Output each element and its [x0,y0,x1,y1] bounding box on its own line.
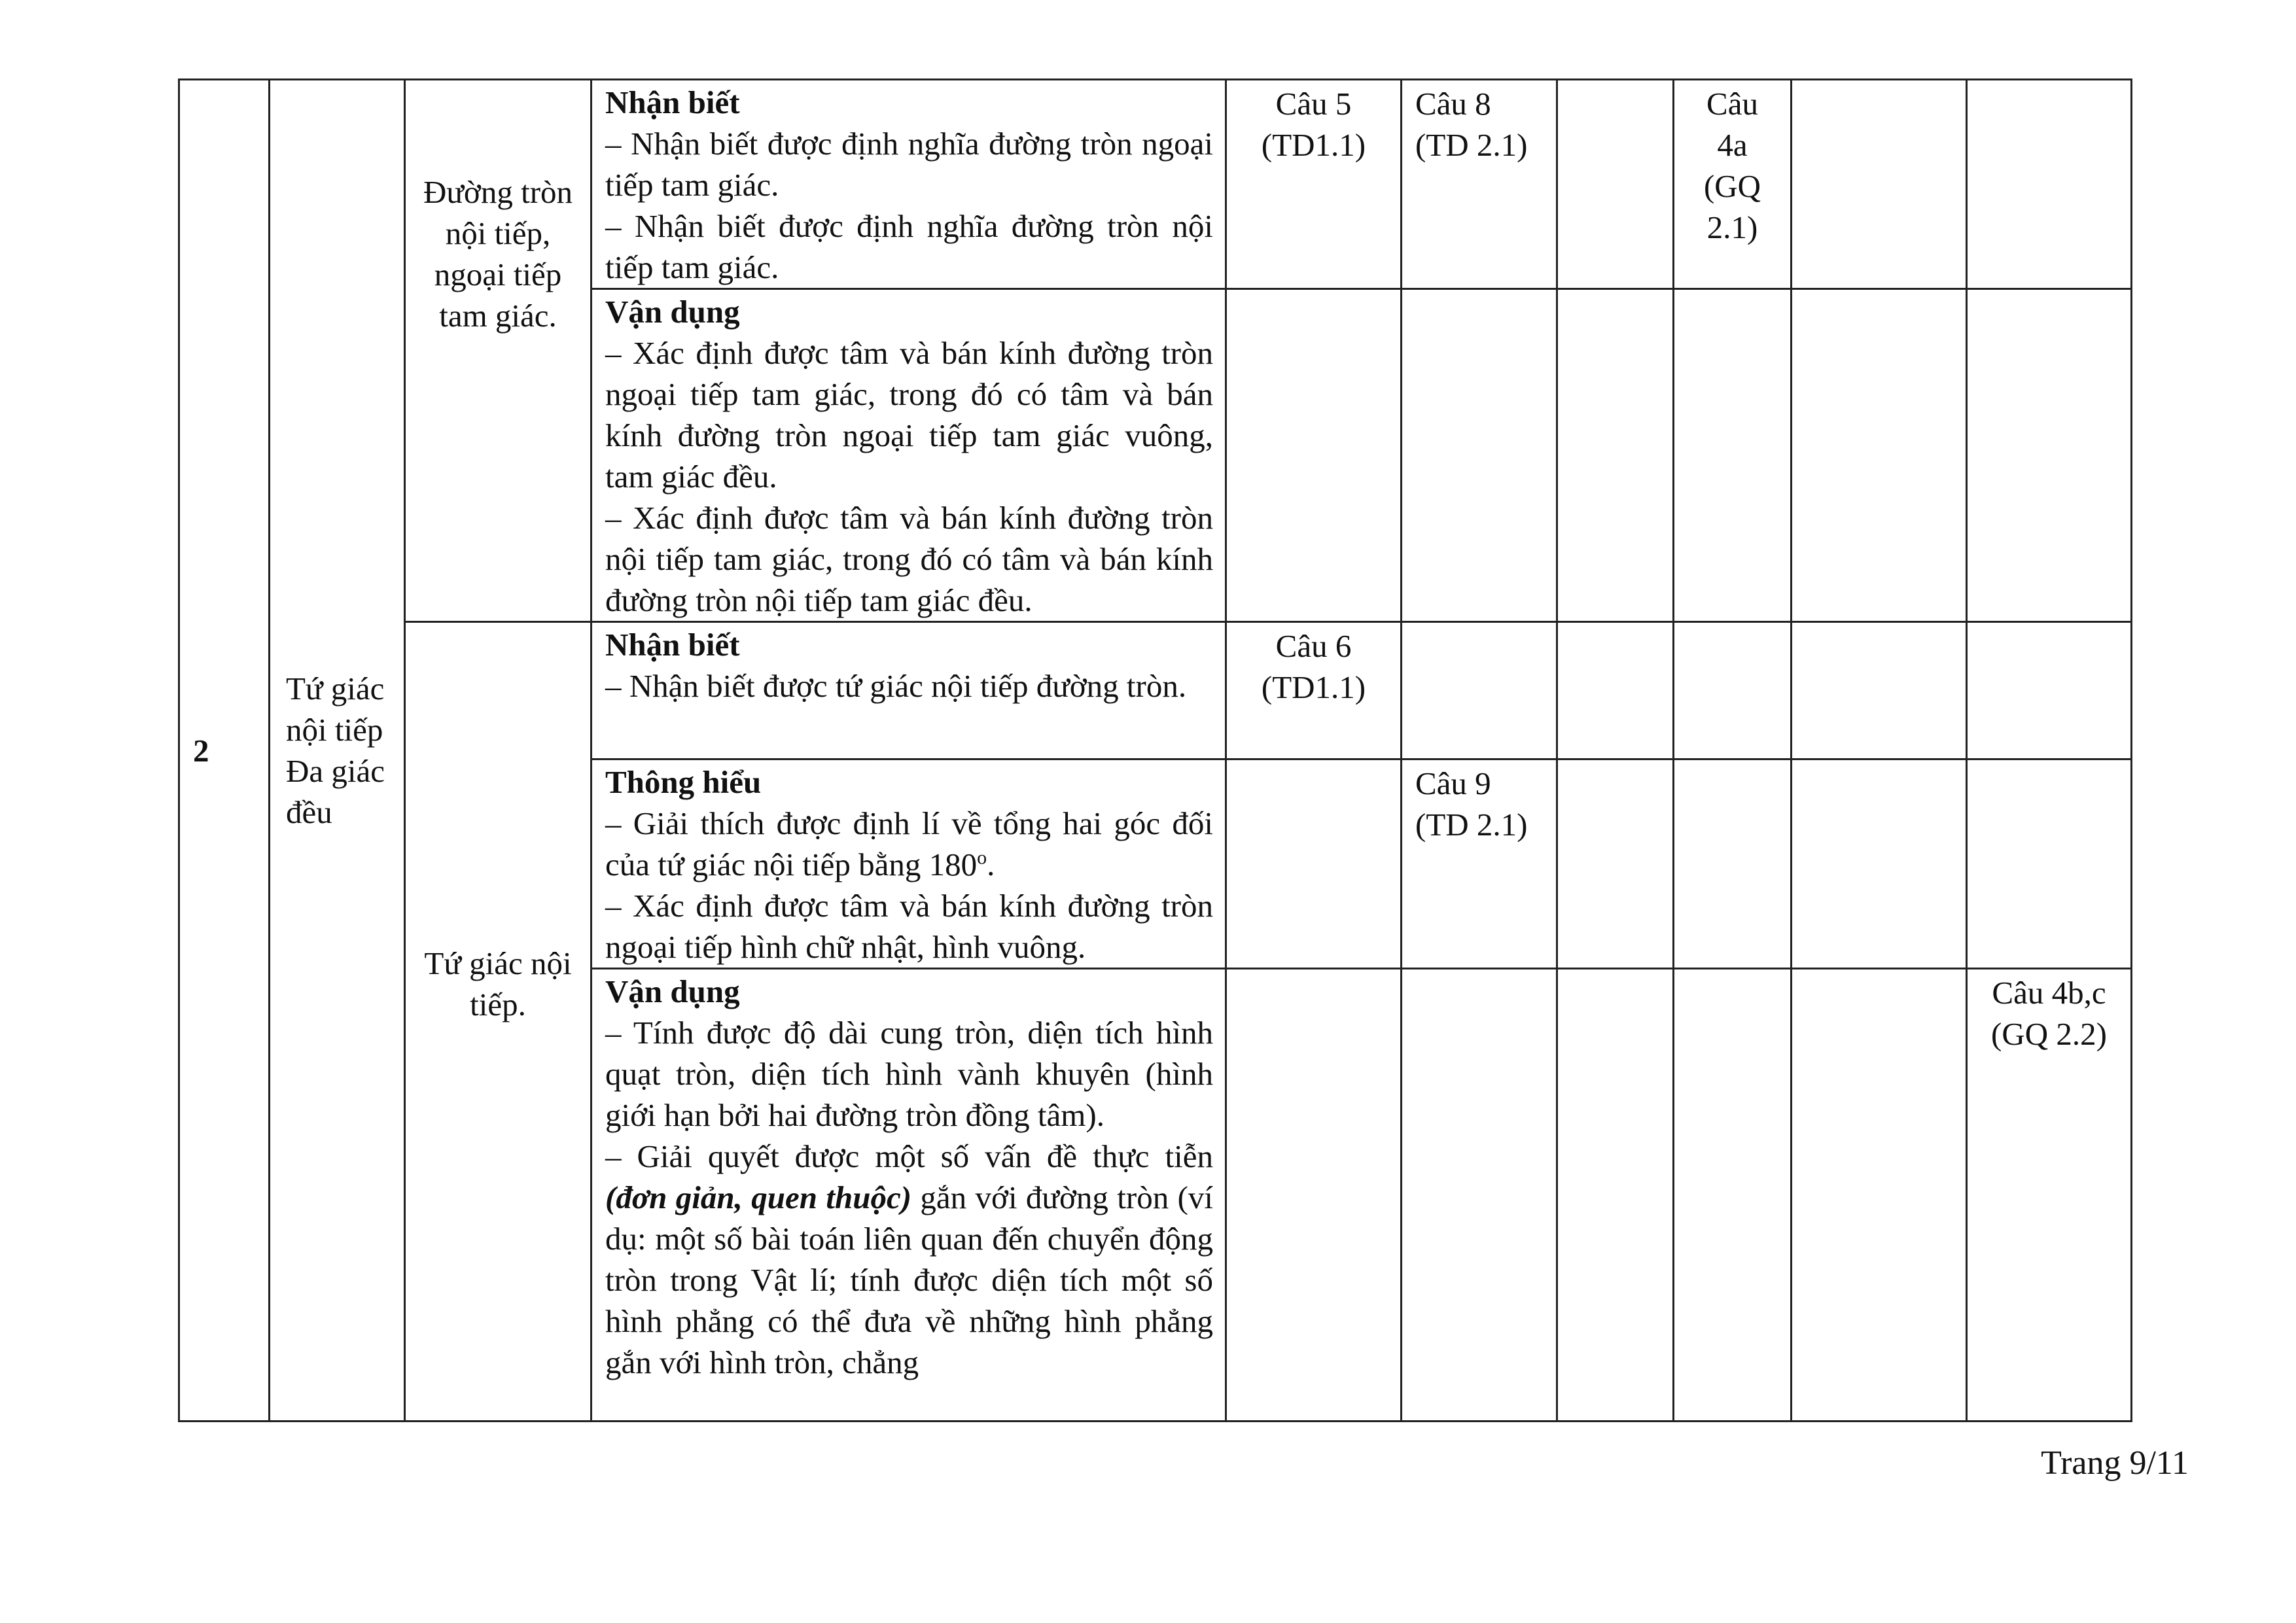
content-line: – Nhận biết được định nghĩa đường tròn ngoại tiếp tam giác. [605,126,1213,203]
unit-cell-1 [405,80,592,622]
question-cell [1674,759,1792,969]
specification-matrix-table [178,79,2132,1422]
unit-name: Đường tròn nội tiếp, ngoại tiếp tam giác. [423,174,573,334]
degree-mark: o [977,846,987,869]
question-cell [1674,289,1792,622]
question-cell [1967,622,2132,759]
question-cell [1226,289,1402,622]
question-cell [1557,289,1674,622]
content-cell [592,80,1226,289]
question-cell [1792,289,1967,622]
level-label: Thông hiểu [605,764,762,800]
content-cell [592,289,1226,622]
question-cell [1557,80,1674,289]
question-cell [1402,622,1557,759]
page-number: Trang 9/11 [2041,1444,2189,1482]
content-line-text: – Giải quyết được một số vấn đề thực tiễn [605,1138,1213,1174]
content-cell [592,969,1226,1422]
question-cell: Câu 4a (GQ 2.1) [1674,80,1792,289]
content-cell [592,759,1226,969]
content-line-text: gắn với đường tròn (ví dụ: một số bài toán liên quan đến chuyển động tròn trong Vật lí; tính được diện tích một số hình phẳng có thể đưa về những hình phẳng gắn với hình tròn, chẳng [605,1179,1213,1380]
content-line: – Xác định được tâm và bán kính đường tròn ngoại tiếp hình chữ nhật, hình vuông. [605,888,1213,965]
question-cell [1792,759,1967,969]
question-cell: Câu 8 (TD 2.1) [1402,80,1557,289]
question-cell [1402,969,1557,1422]
content-line: – Xác định được tâm và bán kính đường tròn nội tiếp tam giác, trong đó có tâm và bán kính đường tròn nội tiếp tam giác đều. [605,500,1213,618]
table-row [179,622,2132,759]
question-cell [1557,759,1674,969]
content-line: – Tính được độ dài cung tròn, diện tích hình quạt tròn, diện tích hình vành khuyên (hình giới hạn bởi hai đường tròn đồng tâm). [605,1015,1213,1133]
content-cell [592,622,1226,759]
degree-tail: . [987,846,995,882]
content-line [605,1136,1213,1383]
question-cell [1557,969,1674,1422]
question-cell [1226,969,1402,1422]
question-cell [1967,80,2132,289]
question-cell [1402,289,1557,622]
content-line: – Xác định được tâm và bán kính đường tròn ngoại tiếp tam giác, trong đó có tâm và bán kính đường tròn ngoại tiếp tam giác vuông, tam giác đều. [605,335,1213,495]
question-cell: Câu 4b,c (GQ 2.2) [1967,969,2132,1422]
question-cell [1967,289,2132,622]
question-cell: Câu 6 (TD1.1) [1226,622,1402,759]
level-label: Nhận biết [605,84,740,120]
question-cell [1792,80,1967,289]
table-row [179,80,2132,289]
question-cell [1792,622,1967,759]
question-cell [1557,622,1674,759]
content-line [605,803,1213,885]
question-cell [1226,759,1402,969]
question-cell: Câu 9 (TD 2.1) [1402,759,1557,969]
question-cell [1967,759,2132,969]
content-line: – Nhận biết được định nghĩa đường tròn nội tiếp tam giác. [605,208,1213,285]
unit-name: Tứ giác nội tiếp. [424,945,572,1022]
level-label: Nhận biết [605,627,740,663]
level-label: Vận dụng [605,294,740,330]
content-line-text: – Giải thích được định lí về tổng hai góc đối của tứ giác nội tiếp bằng 180 [605,805,1213,882]
row-number-cell: 2 [179,80,270,1422]
question-cell [1674,622,1792,759]
emphasis-text: (đơn giản, quen thuộc) [605,1179,912,1215]
unit-cell-2 [405,622,592,1422]
chapter-name: Tứ giác nội tiếp Đa giác đều [286,671,385,830]
level-label: Vận dụng [605,973,740,1009]
chapter-cell [270,80,405,1422]
question-cell [1674,969,1792,1422]
content-line: – Nhận biết được tứ giác nội tiếp đường tròn. [605,668,1187,704]
question-cell: Câu 5 (TD1.1) [1226,80,1402,289]
question-cell [1792,969,1967,1422]
